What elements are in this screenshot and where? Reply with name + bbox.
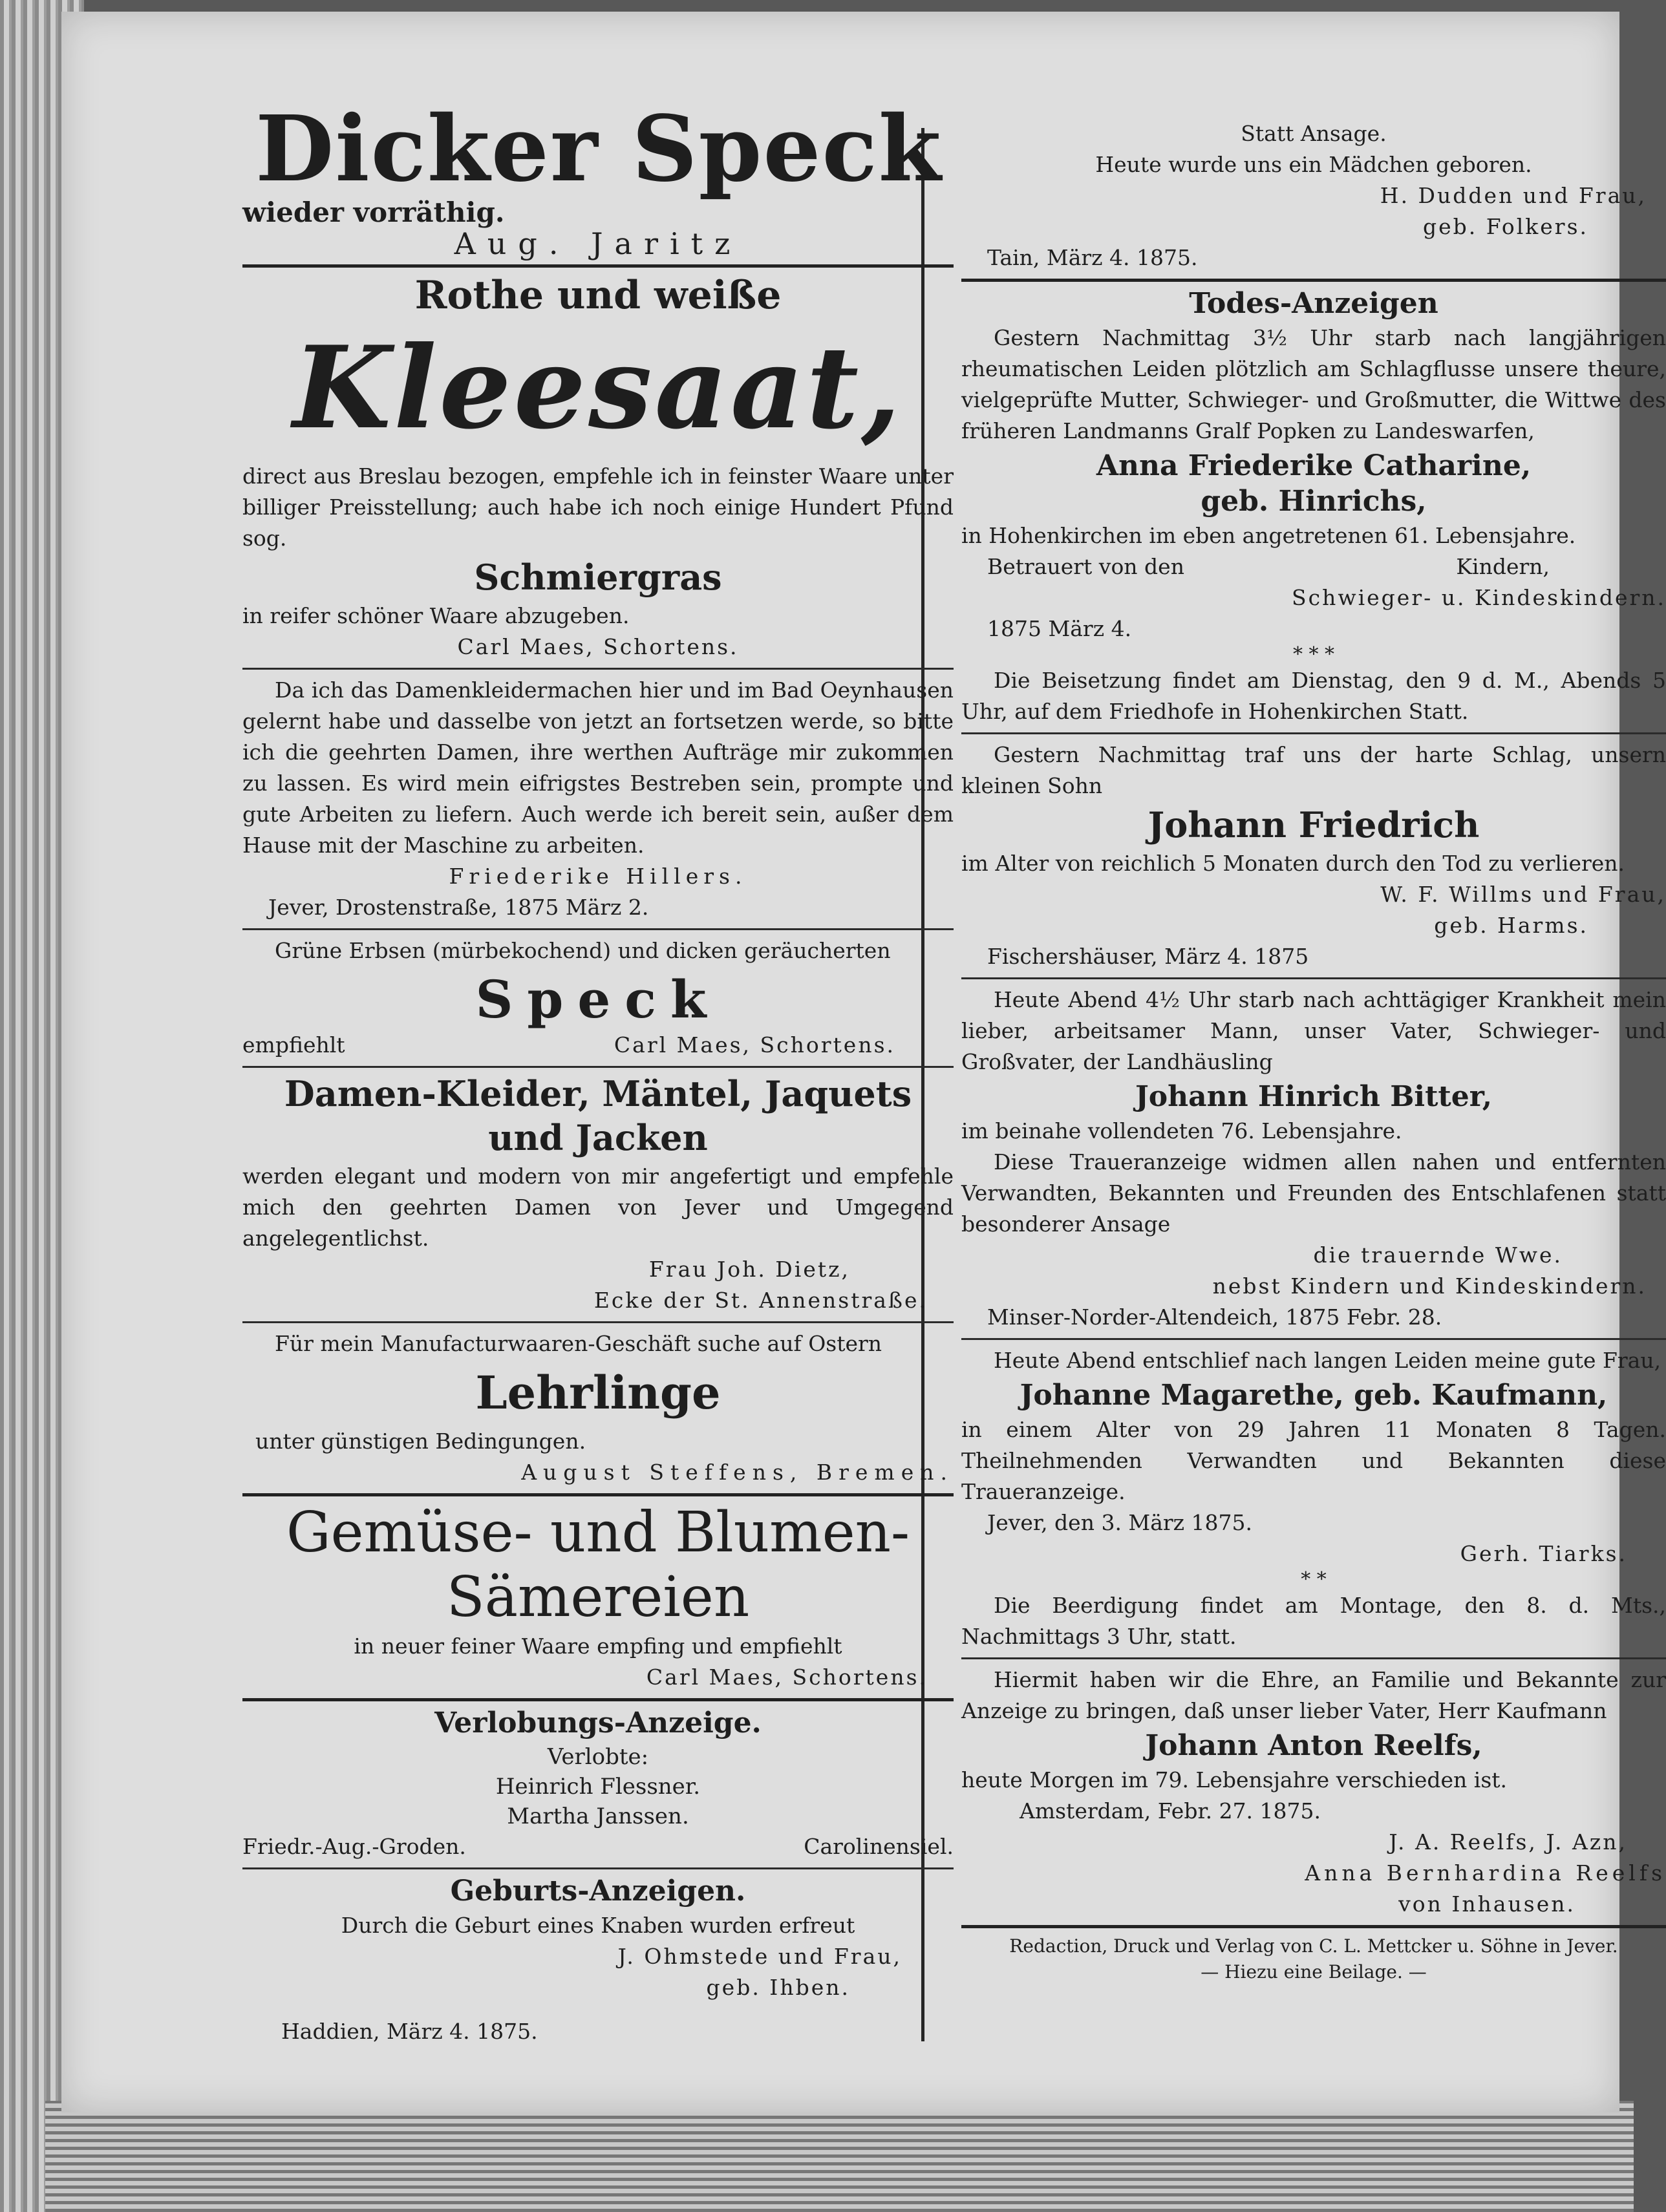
person-name: geb. Hinrichs, xyxy=(1201,485,1427,518)
person-name: Martha Janssen. xyxy=(507,1803,689,1829)
ad-signature: die trauernde Wwe. xyxy=(1313,1242,1563,1268)
ad-place: Jever, den 3. März 1875. xyxy=(987,1510,1253,1535)
person-name: Johann Hinrich Bitter, xyxy=(1135,1080,1493,1113)
person-name: Johanne Magarethe, geb. Kaufmann, xyxy=(1020,1379,1608,1412)
ad-signature: Carl Maes, Schortens. xyxy=(614,1032,895,1058)
ad-text: Heute wurde uns ein Mädchen geboren. xyxy=(1095,152,1532,177)
divider xyxy=(961,977,1666,979)
divider xyxy=(961,1338,1666,1340)
todes-anzeige-4 xyxy=(961,1345,1666,1652)
ad-signature: Carl Maes, Schortens. xyxy=(646,1664,928,1690)
ad-text: Statt Ansage. xyxy=(1241,121,1387,146)
supplement-note: — Hiezu eine Beilage. — xyxy=(1201,1961,1427,1983)
ad-signature: geb. Folkers. xyxy=(1423,214,1588,239)
imprint-line: Redaction, Druck und Verlag von C. L. Mettcker u. Söhne in Jever. xyxy=(1009,1935,1618,1957)
ad-text: in reifer schöner Waare abzugeben. xyxy=(242,603,630,628)
ad-text: unter günstigen Bedingungen. xyxy=(255,1429,586,1454)
ad-place: Jever, Drostenstraße, 1875 März 2. xyxy=(268,895,649,920)
ad-text: werden elegant und modern von mir angefertigt und empfehle mich den geehrten Damen von Jever und Umgegend angelegentlichst. xyxy=(242,1164,954,1251)
imprint-footer xyxy=(961,1933,1666,1985)
ad-text: in Hohenkirchen im eben angetretenen 61. Lebensjahre. xyxy=(961,523,1576,548)
ad-signature: J. A. Reelfs, J. Azn, xyxy=(1389,1829,1627,1855)
ad-text: Für mein Manufacturwaaren-Geschäft suche auf Ostern xyxy=(275,1331,882,1356)
ad-title: Damen-Kleider, Mäntel, Jaquets xyxy=(284,1073,912,1114)
ad-place: Tain, März 4. 1875. xyxy=(987,245,1198,270)
left-column xyxy=(242,96,954,2050)
ad-signature: W. F. Willms und Frau, xyxy=(1380,882,1666,907)
ad-text: Die Beerdigung findet am Montage, den 8. d. Mts., Nachmittags 3 Uhr, statt. xyxy=(961,1593,1666,1649)
todes-anzeige-1 xyxy=(961,287,1666,727)
ad-text: Gestern Nachmittag 3½ Uhr starb nach langjährigen rheumatischen Leiden plötzlich am Schlagflusse unsere theure, vielgeprüfte Mutter, Schwieger- und Großmutter, die Wittwe des früheren Landmanns Gralf Popken zu Landeswarfen, xyxy=(961,325,1666,443)
ad-lehrlinge xyxy=(242,1328,954,1488)
ad-title: Gemüse- und Blumen- xyxy=(286,1500,910,1565)
ad-signature: nebst Kindern und Kindeskindern. xyxy=(1212,1273,1647,1299)
ad-text: empfiehlt xyxy=(242,1032,345,1058)
ad-text: im beinahe vollendeten 76. Lebensjahre. xyxy=(961,1118,1402,1143)
right-column xyxy=(961,118,1666,1985)
ad-dicker-speck xyxy=(242,96,954,261)
divider xyxy=(961,1657,1666,1659)
ad-text: Die Beisetzung findet am Dienstag, den 9 d. M., Abends 5 Uhr, auf dem Friedhofe in Hohenkirchen Statt. xyxy=(961,668,1666,724)
ad-text: Betrauert von den xyxy=(987,554,1184,579)
ad-signature: Anna Bernhardina Reelfs xyxy=(1305,1860,1666,1886)
ad-text: Durch die Geburt eines Knaben wurden erfreut xyxy=(341,1913,855,1938)
divider xyxy=(242,1321,954,1323)
ad-text: Gestern Nachmittag traf uns der harte Schlag, unsern kleinen Sohn xyxy=(961,742,1666,798)
ad-text: in einem Alter von 29 Jahren 11 Monaten 8 Tagen. Theilnehmenden Verwandten und Bekannten diese Traueranzeige. xyxy=(961,1417,1666,1504)
ad-title: Kleesaat, xyxy=(292,322,904,454)
geburts-anzeige-right xyxy=(961,118,1666,273)
ad-text: Kindern, xyxy=(1456,554,1550,579)
ad-title: und Jacken xyxy=(488,1117,708,1158)
ad-text: im Alter von reichlich 5 Monaten durch den Tod zu verlieren. xyxy=(961,851,1625,876)
todes-anzeige-5 xyxy=(961,1664,1666,1920)
ad-damen-maentel xyxy=(242,1073,954,1316)
divider xyxy=(242,264,954,268)
divider xyxy=(961,732,1666,734)
ad-signature: Aug. Jaritz xyxy=(454,226,742,261)
ad-signature: Frau Joh. Dietz, xyxy=(648,1257,850,1282)
ad-text: Da ich das Damenkleidermachen hier und im Bad Oeynhausen gelernt habe und dasselbe von jetzt an fortsetzen werde, so bitte ich die geehrten Damen, ihre werthen Aufträge mir zukommen zu lassen. Es wird mein eifrigstes Bestreben sein, prompte und gute Arbeiten zu liefern. Auch werde ich bereit sein, außer dem Hause mit der Maschine zu arbeiten. xyxy=(242,677,954,858)
place-row xyxy=(242,1831,954,1862)
ad-place: Fischershäuser, März 4. 1875 xyxy=(987,944,1309,969)
ad-date: 1875 März 4. xyxy=(987,616,1132,641)
ad-pretitle: Rothe und weiße xyxy=(414,273,782,318)
ad-signature: von Inhausen. xyxy=(1398,1891,1575,1917)
divider xyxy=(242,1698,954,1701)
ad-signature: Gerh. Tiarks. xyxy=(1460,1541,1627,1566)
ad-signature: August Steffens, Bremen. xyxy=(521,1460,954,1485)
section-header: Geburts-Anzeigen. xyxy=(450,1875,746,1908)
person-name: Johann Anton Reelfs, xyxy=(1145,1729,1482,1762)
asterisks: * * xyxy=(1301,1568,1327,1591)
ad-title: Sämereien xyxy=(446,1565,750,1630)
ad-signature: Ecke der St. Annenstraße. xyxy=(593,1288,928,1313)
ad-text: Heute Abend 4½ Uhr starb nach achttägiger Krankheit mein lieber, arbeitsamer Mann, unser Vater, Schwieger- und Großvater, der Landhäusling xyxy=(961,987,1666,1074)
book-bottom-edges xyxy=(45,2101,1634,2212)
ad-text: Hiermit haben wir die Ehre, an Familie und Bekannte zur Anzeige zu bringen, daß unser lieber Vater, Herr Kaufmann xyxy=(961,1667,1666,1723)
divider xyxy=(242,668,954,670)
divider xyxy=(242,1066,954,1068)
ad-text: Grüne Erbsen (mürbekochend) und dicken geräucherten xyxy=(275,938,891,963)
ad-place: Minser-Norder-Altendeich, 1875 Febr. 28. xyxy=(987,1304,1442,1330)
ad-footer-row xyxy=(242,1030,954,1061)
ad-title: Lehrlinge xyxy=(475,1366,721,1420)
person-name: Heinrich Flessner. xyxy=(495,1774,701,1800)
person-name: Johann Friedrich xyxy=(1148,804,1480,845)
ad-erbsen-speck xyxy=(242,935,954,1061)
newspaper-page xyxy=(61,12,1666,2112)
ad-title: Dicker Speck xyxy=(255,96,943,202)
ad-text: heute Morgen im 79. Lebensjahre verschieden ist. xyxy=(961,1767,1508,1792)
place: Carolinensiel. xyxy=(804,1834,954,1859)
label: Verlobte: xyxy=(547,1744,649,1770)
ad-damenkleidermachen xyxy=(242,675,954,923)
divider xyxy=(242,1493,954,1496)
ad-text: Diese Traueranzeige widmen allen nahen und entfernten Verwandten, Bekannten und Freunden des Entschlafenen statt besonderer Ansage xyxy=(961,1149,1666,1237)
ad-place: Haddien, März 4. 1875. xyxy=(281,2019,538,2044)
ad-subtitle: Schmiergras xyxy=(474,557,722,598)
asterisks: * * * xyxy=(1292,643,1335,666)
ad-text: Heute Abend entschlief nach langen Leiden meine gute Frau, xyxy=(994,1348,1661,1373)
section-header: Verlobungs-Anzeige. xyxy=(434,1707,762,1739)
ad-text: direct aus Breslau bezogen, empfehle ich in feinster Waare unter billiger Preisstellung; auch habe ich noch einige Hundert Pfund sog. xyxy=(242,463,954,551)
ad-kleesaat xyxy=(242,273,954,663)
ad-signature: Friederike Hillers. xyxy=(449,864,747,889)
place: Friedr.-Aug.-Groden. xyxy=(242,1834,466,1859)
verlobungs-anzeige xyxy=(242,1707,954,1862)
person-name: Anna Friederike Catharine, xyxy=(1096,449,1532,482)
ad-signature: Carl Maes, Schortens. xyxy=(457,634,739,659)
ad-signature: geb. Harms. xyxy=(1434,913,1588,938)
todes-anzeige-2 xyxy=(961,739,1666,972)
ad-place: Amsterdam, Febr. 27. 1875. xyxy=(1020,1798,1321,1824)
geburts-anzeige-left xyxy=(242,1875,954,2047)
divider xyxy=(961,1925,1666,1928)
ad-title: Speck xyxy=(475,969,721,1030)
ad-text: in neuer feiner Waare empfing und empfiehlt xyxy=(354,1633,842,1659)
ad-signature: Schwieger- u. Kindeskindern. xyxy=(1292,585,1666,610)
todes-anzeige-3 xyxy=(961,984,1666,1333)
ad-gemuese xyxy=(242,1502,954,1693)
ad-signature: J. Ohmstede und Frau, xyxy=(617,1944,902,1969)
divider xyxy=(242,928,954,930)
ad-signature: H. Dudden und Frau, xyxy=(1380,183,1647,208)
section-header: Todes-Anzeigen xyxy=(1189,287,1438,320)
ad-signature: geb. Ihben. xyxy=(706,1975,850,2000)
divider xyxy=(961,279,1666,282)
divider xyxy=(242,1867,954,1869)
ad-text: wieder vorräthig. xyxy=(242,197,505,228)
ad-row xyxy=(961,551,1666,582)
